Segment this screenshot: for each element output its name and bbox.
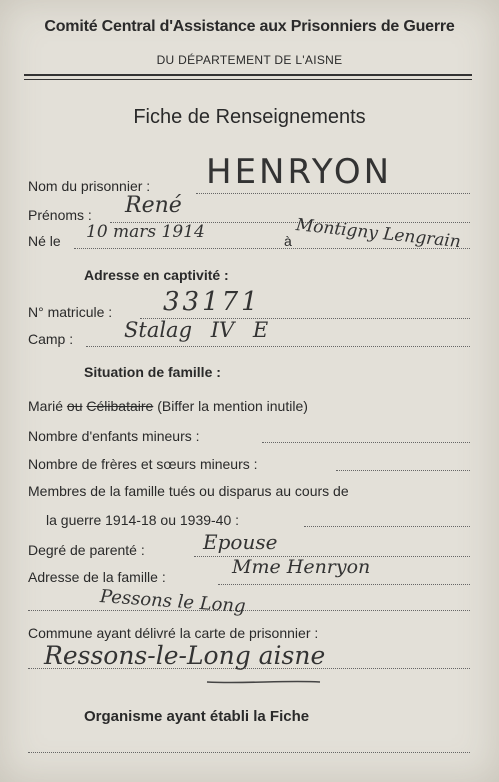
freres-line (336, 470, 470, 471)
adresse-famille-value-line2[interactable]: Pessons le Long (99, 586, 247, 618)
adresse-famille-line2 (28, 610, 470, 611)
lieu-value[interactable]: Montigny Lengrain (294, 215, 462, 253)
header-rule-thin (24, 79, 472, 80)
adresse-famille-line1 (218, 584, 470, 585)
freres-label: Nombre de frères et sœurs mineurs : (28, 456, 258, 472)
organisme-line (28, 752, 470, 753)
commune-label: Commune ayant délivré la carte de prisonnier : (28, 625, 319, 641)
nom-label: Nom du prisonnier : (28, 178, 151, 194)
form-title: Fiche de Renseignements (133, 106, 366, 128)
header-rule-thick (24, 74, 472, 76)
camp-line (86, 346, 470, 347)
matricule-value[interactable]: 33171 (163, 287, 261, 317)
matricule-label: N° matricule : (28, 304, 113, 320)
situation-heading: Situation de famille : (84, 364, 221, 380)
commune-underline-stroke (205, 676, 325, 696)
enfants-line (262, 442, 470, 443)
ne-le-value[interactable]: 10 mars 1914 (86, 222, 205, 242)
ne-le-label: Né le (28, 233, 61, 249)
ne-le-line (74, 248, 470, 249)
enfants-label: Nombre d'enfants mineurs : (28, 428, 200, 444)
marital-status-row (28, 398, 308, 414)
ou-struck: ou (66, 398, 83, 414)
nom-line (196, 193, 470, 194)
nom-value[interactable]: HENRYON (206, 152, 393, 192)
marie-option[interactable]: Marié (28, 398, 64, 414)
celibataire-option-struck[interactable]: Célibataire (86, 398, 154, 414)
department-subheader: DU DÉPARTEMENT DE L'AISNE (156, 53, 343, 67)
camp-value[interactable]: Stalag IV E (124, 318, 269, 342)
degre-value[interactable]: Epouse (203, 530, 278, 554)
organisme-heading: Organisme ayant établi la Fiche (84, 708, 310, 725)
camp-label: Camp : (28, 331, 74, 347)
prenoms-label: Prénoms : (28, 207, 92, 223)
a-label: à (284, 233, 292, 249)
membres-label-line1: Membres de la famille tués ou disparus au cours de (28, 483, 349, 499)
degre-label: Degré de parenté : (28, 542, 145, 558)
membres-label-line2: la guerre 1914-18 ou 1939-40 : (46, 512, 240, 528)
adresse-famille-label: Adresse de la famille : (28, 569, 166, 585)
organisation-header: Comité Central d'Assistance aux Prisonniers de Guerre (44, 18, 455, 35)
commune-value[interactable]: Ressons-le-Long aisne (44, 641, 326, 670)
adresse-famille-value-line1[interactable]: Mme Henryon (232, 556, 371, 578)
prenoms-value[interactable]: René (125, 193, 182, 218)
adresse-captivite-heading: Adresse en captivité : (84, 267, 229, 283)
biffer-note: (Biffer la mention inutile) (157, 398, 308, 414)
membres-line (304, 526, 470, 527)
